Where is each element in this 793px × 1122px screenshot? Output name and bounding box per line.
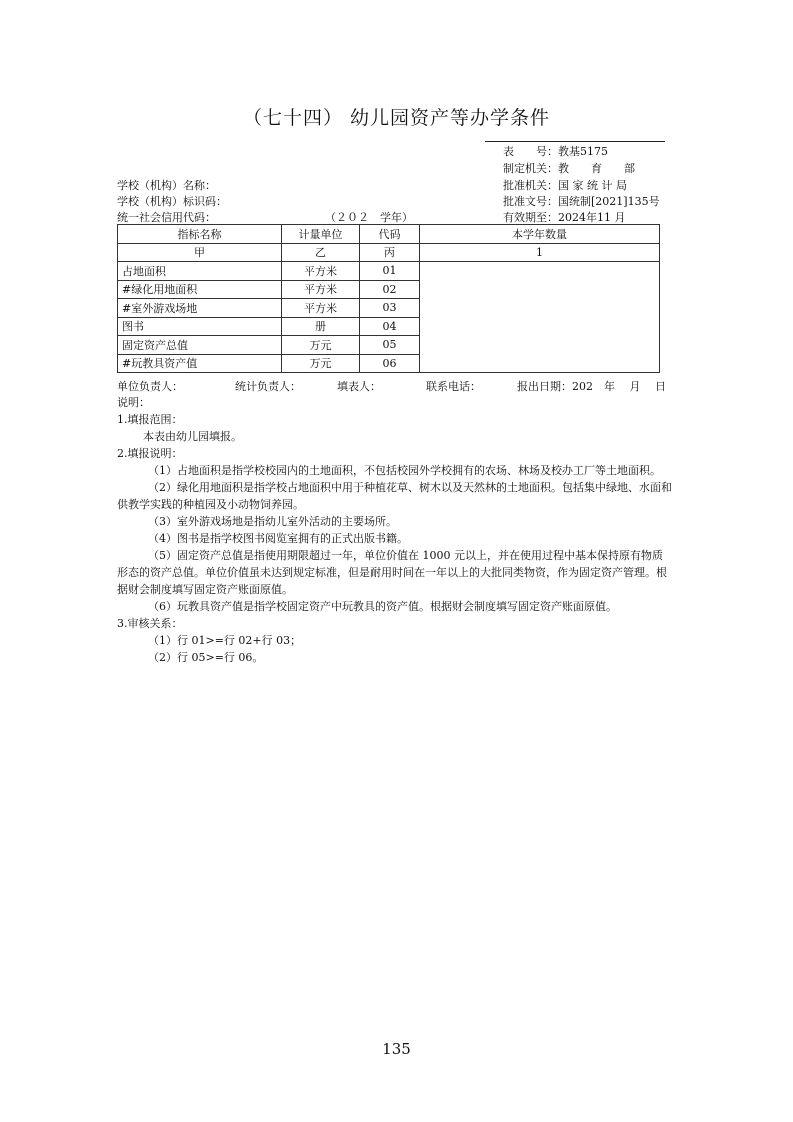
section-2-item: （2）绿化用地面积是指学校占地面积中用于种植花草、树木以及天然林的土地面积。包括集中绿地、水面和供教学实践的种植园及小动物饲养园。 xyxy=(117,481,672,511)
phone-label: 联系电话： xyxy=(426,380,481,393)
section-3-item: （1）行 01>=行 02+行 03； xyxy=(148,634,302,647)
header-top-rule xyxy=(485,141,665,142)
row-unit: 万元 xyxy=(282,354,360,373)
section-2-item: （3）室外游戏场地是指幼儿室外活动的主要场所。 xyxy=(148,515,397,528)
row-unit: 平方米 xyxy=(282,262,360,281)
subheader-cell: 甲 xyxy=(118,243,282,262)
page-number: 135 xyxy=(382,1040,411,1058)
instructions xyxy=(117,394,672,666)
table-header-row xyxy=(118,225,660,244)
approval-number: 批准文号：国统制[2021]135号 xyxy=(503,195,660,208)
section-3-item: （2）行 05>=行 06。 xyxy=(148,651,264,664)
filler-label: 填表人： xyxy=(337,380,381,393)
school-name-label: 学校（机构）名称： xyxy=(117,179,216,192)
col-header-unit: 计量单位 xyxy=(282,225,360,244)
section-1-title: 1.填报范围： xyxy=(117,413,183,426)
section-2-item: （4）图书是指学校图书阅览室拥有的正式出版书籍。 xyxy=(148,532,408,545)
notes-heading: 说明： xyxy=(117,396,150,409)
row-code: 04 xyxy=(360,317,420,336)
section-1-text: 本表由幼儿园填报。 xyxy=(143,430,242,443)
row-unit: 册 xyxy=(282,317,360,336)
row-unit: 平方米 xyxy=(282,280,360,299)
quantity-input-cell[interactable] xyxy=(420,262,660,373)
row-unit: 万元 xyxy=(282,336,360,355)
subheader-cell: 乙 xyxy=(282,243,360,262)
approving-authority: 批准机关：国 家 统 计 局 xyxy=(503,179,627,192)
issuing-authority: 制定机关：教 育 部 xyxy=(503,162,635,175)
credit-code-label: 统一社会信用代码： xyxy=(117,211,216,224)
row-code: 01 xyxy=(360,262,420,281)
row-name: #绿化用地面积 xyxy=(118,280,282,299)
row-code: 06 xyxy=(360,354,420,373)
row-name: 占地面积 xyxy=(118,262,282,281)
school-year: （２０２ 学年） xyxy=(325,211,413,224)
row-name: 图书 xyxy=(118,317,282,336)
school-code-label: 学校（机构）标识码： xyxy=(117,195,227,208)
col-header-name: 指标名称 xyxy=(118,225,282,244)
row-name: #玩教具资产值 xyxy=(118,354,282,373)
row-code: 05 xyxy=(360,336,420,355)
section-2-item: （5）固定资产总值是指使用期限超过一年，单位价值在 1000 元以上，并在使用过程中基本保持原有物质形态的资产总值。单位价值虽未达到规定标准，但是耐用时间在一年以上的大批同类物资，作为固定资产管理。根据财会制度填写固定资产账面原值。 xyxy=(117,549,667,596)
page-title: （七十四） 幼儿园资产等办学条件 xyxy=(242,107,551,129)
section-2-title: 2.填报说明： xyxy=(117,447,183,460)
subheader-cell: 1 xyxy=(420,243,660,262)
table-subheader-row xyxy=(118,243,660,262)
form-number: 表 号：教基5175 xyxy=(503,145,608,158)
subheader-cell: 丙 xyxy=(360,243,420,262)
row-name: #室外游戏场地 xyxy=(118,299,282,318)
section-3-title: 3.审核关系： xyxy=(117,617,183,630)
row-code: 02 xyxy=(360,280,420,299)
section-2-item: （6）玩教具资产值是指学校固定资产中玩教具的资产值。根据财会制度填写固定资产账面原值。 xyxy=(148,600,617,613)
data-table xyxy=(117,224,660,373)
table-row xyxy=(118,262,660,281)
report-date-label: 报出日期：202 年 月 日 xyxy=(517,380,666,393)
row-name: 固定资产总值 xyxy=(118,336,282,355)
row-code: 03 xyxy=(360,299,420,318)
stats-head-label: 统计负责人： xyxy=(235,380,301,393)
unit-head-label: 单位负责人： xyxy=(117,380,183,393)
row-unit: 平方米 xyxy=(282,299,360,318)
section-2-item: （1）占地面积是指学校校园内的土地面积，不包括校园外学校拥有的农场、林场及校办工厂等土地面积。 xyxy=(148,464,661,477)
col-header-quantity: 本学年数量 xyxy=(420,225,660,244)
valid-until: 有效期至：2024年11 月 xyxy=(503,211,626,224)
col-header-code: 代码 xyxy=(360,225,420,244)
